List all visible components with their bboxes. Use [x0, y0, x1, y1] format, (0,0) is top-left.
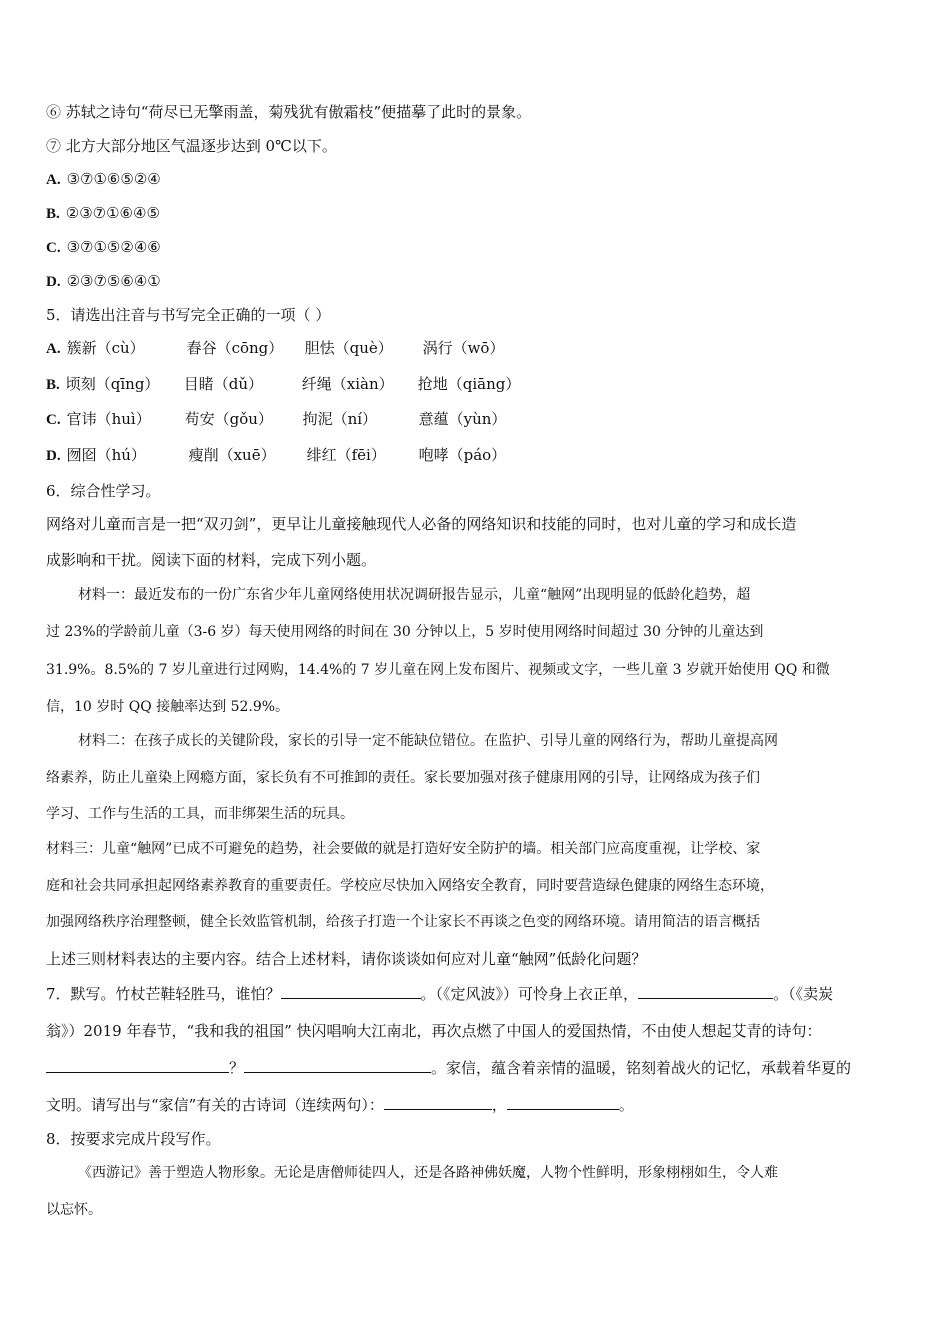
material-2-line3: 学习、工作与生活的工具，而非绑架生活的玩具。	[46, 806, 354, 822]
material-1-line4: 信，10 岁时 QQ 接触率达到 52.9%。	[46, 699, 290, 715]
q7-line4: 文明。请写出与“家信”有关的古诗词（连续两句）： ， 。	[46, 1096, 634, 1114]
q4-option-c[interactable]: C. ③⑦①⑤②④⑥	[46, 238, 161, 256]
material-2-line2: 络素养，防止儿童染上网瘾方面，家长负有不可推卸的责任。家长要加强对孩子健康用网的引导，让网络成为孩子们	[46, 770, 760, 786]
q7-blank-1[interactable]	[281, 983, 421, 999]
material-3-line2: 庭和社会共同承担起网络素养教育的重要责任。学校应尽快加入网络安全教育，同时要营造绿色健康的网络生态环境，	[46, 878, 774, 894]
statement-7: ⑦ 北方大部分地区气温逐步达到 0℃以下。	[46, 137, 337, 155]
material-1-line3: 31.9%。8.5%的 7 岁儿童进行过网购，14.4%的 7 岁儿童在网上发布图片、视频或文字，一些儿童 3 岁就开始使用 QQ 和微	[46, 662, 830, 678]
q7-line3: ？ 。家信，蕴含着亲情的温暖，铭刻着战火的记忆，承载着华夏的	[46, 1057, 851, 1079]
q5-option-a[interactable]: A. 簇新（cù） 舂谷（cōng） 胆怯（què） 涡行（wō）	[46, 339, 505, 357]
material-3-line4: 上述三则材料表达的主要内容。结合上述材料，请你谈谈如何应对儿童“触网”低龄化问题？	[46, 950, 647, 968]
material-3-line3: 加强网络秩序治理整顿，健全长效监管机制，给孩子打造一个让家长不再谈之色变的网络环境。请用简洁的语言概括	[46, 914, 760, 930]
q5-stem: 5．请选出注音与书写完全正确的一项（ ）	[46, 306, 331, 324]
q4-option-b[interactable]: B. ②③⑦①⑥④⑤	[46, 204, 160, 222]
statement-6: ⑥ 苏轼之诗句“荷尽已无擎雨盖，菊残犹有傲霜枝”便描摹了此时的景象。	[46, 103, 532, 121]
material-3-line1: 材料三：儿童“触网”已成不可避免的趋势，社会要做的就是打造好安全防护的墙。相关部门应高度重视，让学校、家	[46, 841, 761, 857]
material-1-line1: 材料一：最近发布的一份广东省少年儿童网络使用状况调研报告显示，儿童“触网”出现明显的低龄化趋势，超	[78, 587, 751, 603]
q7-blank-6[interactable]	[507, 1094, 619, 1110]
q8-prompt-line1: 《西游记》善于塑造人物形象。无论是唐僧师徒四人，还是各路神佛妖魔，人物个性鲜明，形象栩栩如生，令人难	[78, 1165, 778, 1181]
q7-blank-5[interactable]	[384, 1094, 492, 1110]
q5-option-d[interactable]: D. 囫囵（hú） 瘦削（xuē） 绯红（fēi） 咆哮（páo）	[46, 446, 507, 464]
q8-stem: 8．按要求完成片段写作。	[46, 1130, 221, 1148]
q5-option-b[interactable]: B. 顷刻（qīng） 目睹（dǔ） 纤绳（xiàn） 抢地（qiāng）	[46, 375, 521, 393]
q6-stem: 6．综合性学习。	[46, 482, 161, 500]
q6-intro-line2: 成影响和干扰。阅读下面的材料，完成下列小题。	[46, 551, 377, 569]
q4-option-a[interactable]: A. ③⑦①⑥⑤②④	[46, 170, 161, 188]
q4-option-d[interactable]: D. ②③⑦⑤⑥④①	[46, 272, 161, 290]
q7-blank-3[interactable]	[46, 1057, 229, 1073]
q7-line2: 翁》）2019 年春节，“我和我的祖国” 快闪唱响大江南北，再次点燃了中国人的爱国热情，不由使人想起艾青的诗句：	[46, 1022, 822, 1040]
q6-intro-line1: 网络对儿童而言是一把“双刃剑”，更早让儿童接触现代人必备的网络知识和技能的同时，也对儿童的学习和成长造	[46, 515, 797, 533]
q7-blank-4[interactable]	[244, 1057, 431, 1073]
q7-blank-2[interactable]	[638, 983, 773, 999]
material-2-line1: 材料二：在孩子成长的关键阶段，家长的引导一定不能缺位错位。在监护、引导儿童的网络行为，帮助儿童提高网	[78, 733, 778, 749]
q7-line1: 7．默写。竹杖芒鞋轻胜马，谁怕？ 。（《定风波》）可怜身上衣正单， 。（《卖炭	[46, 985, 834, 1003]
q8-prompt-line2: 以忘怀。	[46, 1202, 102, 1218]
material-1-line2: 过 23%的学龄前儿童（3-6 岁）每天使用网络的时间在 30 分钟以上，5 岁时使用网络时间超过 30 分钟的儿童达到	[46, 624, 764, 640]
q5-option-c[interactable]: C. 官讳（huì） 苟安（gǒu） 拘泥（ní） 意蕴（yùn）	[46, 410, 507, 428]
